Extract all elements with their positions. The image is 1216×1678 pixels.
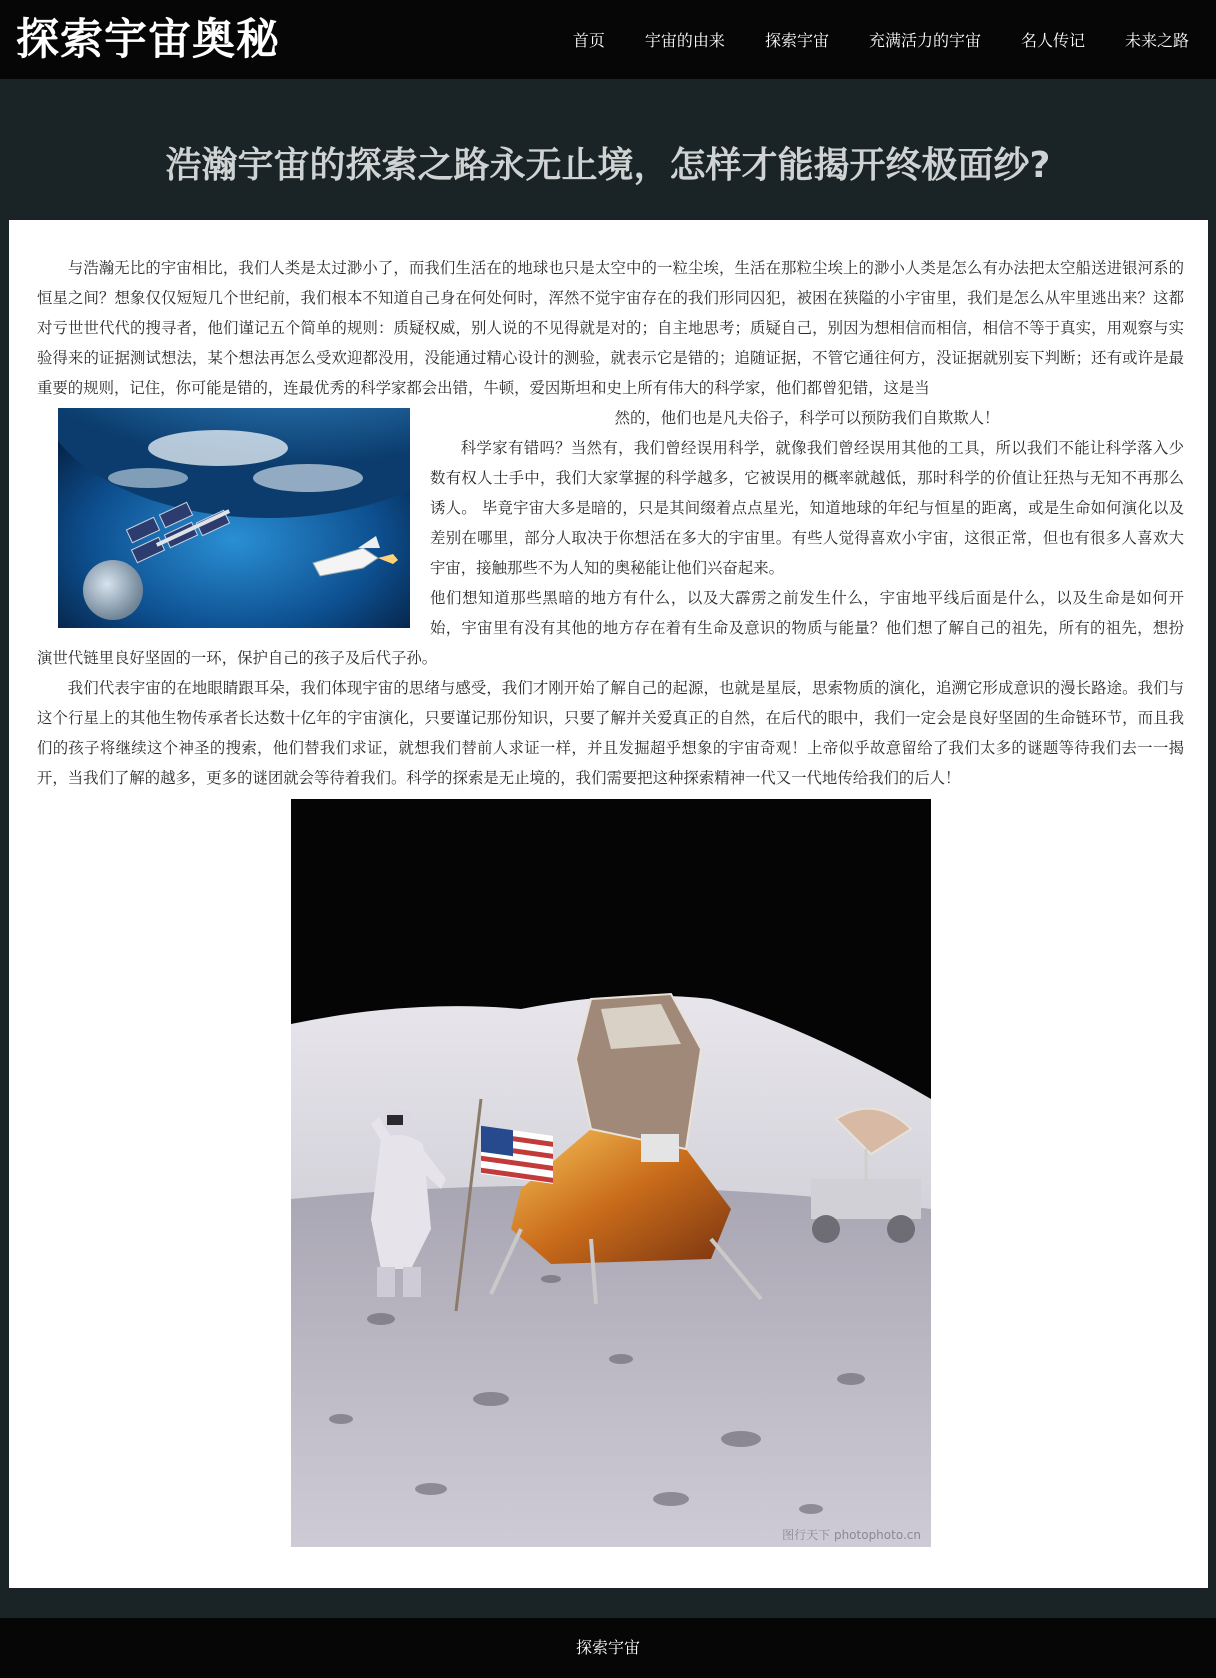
article-paragraph-1: 与浩瀚无比的宇宙相比，我们人类是太过渺小了，而我们生活在的地球也只是太空中的一粒尘埃，生活在那粒尘埃上的渺小人类是怎么有办法把太空船送进银河系的恒星之间？想象仅仅短短几个世纪前，我们根本不知道自己身在何处何时，浑然不觉宇宙存在的我们形同囚犯，被困在狭隘的小宇宙里，我们是怎么从牢里逃出来？这都对亏世世代代的搜寻者，他们谨记五个简单的规则：质疑权威，别人说的不见得就是对的；自主地思考；质疑自己，别因为想相信而相信，相信不等于真实，用观察与实验得来的证据测试想法，某个想法再怎么受欢迎都没用，没能通过精心设计的测验，就表示它是错的；追随证据，不管它通往何方，没证据就别妄下判断；还有或许是最重要的规则，记住，你可能是错的，连最优秀的科学家都会出错，牛顿，爱因斯坦和史上所有伟大的科学家，他们都曾犯错，这是当 <box>37 259 1184 397</box>
article-paragraph-1-end: 然的，他们也是凡夫俗子，科学可以预防我们自欺欺人！ <box>614 409 1000 427</box>
article-paragraph-4: 我们代表宇宙的在地眼睛跟耳朵，我们体现宇宙的思绪与感受，我们才刚开始了解自己的起源，也就是星辰，思索物质的演化，追溯它形成意识的漫长路途。我们与这个行星上的其他生物传承者长达数十亿年的宇宙演化，只要谨记那份知识，只要了解并关爱真正的自然，在后代的眼中，我们一定会是良好坚固的生命链环节，而且我们的孩子将继续这个神圣的搜索，他们替我们求证，就想我们替前人求证一样，并且发掘超乎想象的宇宙奇观！上帝似乎故意留给了我们太多的谜题等待我们去一一揭开，当我们了解的越多，更多的谜团就会等待着我们。科学的探索是无止境的，我们需要把这种探索精神一代又一代地传给我们的后人！ <box>37 679 1184 787</box>
nav-item-explore[interactable]: 探索宇宙 <box>764 31 829 50</box>
nav-item-home[interactable]: 首页 <box>572 31 605 50</box>
moon-landing-image <box>291 799 931 1547</box>
nav-item-vibrant-universe[interactable]: 充满活力的宇宙 <box>868 31 981 50</box>
top-navbar <box>0 0 1216 79</box>
article-paragraph-2: 科学家有错吗？当然有，我们曾经误用科学，就像我们曾经误用其他的工具，所以我们不能让科学落入少数有权人士手中，我们大家掌握的科学越多，它被误用的概率就越低，那时科学的价值让狂热与无知不再那么诱人。 毕竟宇宙大多是暗的，只是其间缀着点点星光，知道地球的年纪与恒星的距离，或是生命如何演化以及差别在哪里，部分人取决于你想活在多大的宇宙里。有些人觉得喜欢小宇宙，这很正常，但也有很多人喜欢大宇宙，接触那些不为人知的奥秘能让他们兴奋起来。 <box>430 439 1184 577</box>
article-panel <box>9 220 1208 1588</box>
space-station-image <box>58 408 410 628</box>
site-logo[interactable]: 探索宇宙奥秘 <box>16 15 280 65</box>
nav-item-future[interactable]: 未来之路 <box>1124 31 1189 50</box>
image-watermark: 图行天下 photophoto.cn <box>781 1528 921 1542</box>
article-paragraph-3: 他们想知道那些黑暗的地方有什么，以及大霹雳之前发生什么，宇宙地平线后面是什么，以及生命是如何开始，宇宙里有没有其他的地方存在着有生命及意识的物质与能量？他们想了解自己的祖先，所有的祖先，想扮演世代链里良好坚固的一环，保护自己的孩子及后代子孙。 <box>37 589 1184 667</box>
nav-item-biographies[interactable]: 名人传记 <box>1020 31 1085 50</box>
main-nav <box>573 0 1189 79</box>
page-title: 浩瀚宇宙的探索之路永无止境，怎样才能揭开终极面纱? <box>165 145 1051 186</box>
nav-item-origin[interactable]: 宇宙的由来 <box>644 31 725 50</box>
article-body <box>37 253 1184 1547</box>
footer: 探索宇宙 <box>0 1618 1216 1678</box>
